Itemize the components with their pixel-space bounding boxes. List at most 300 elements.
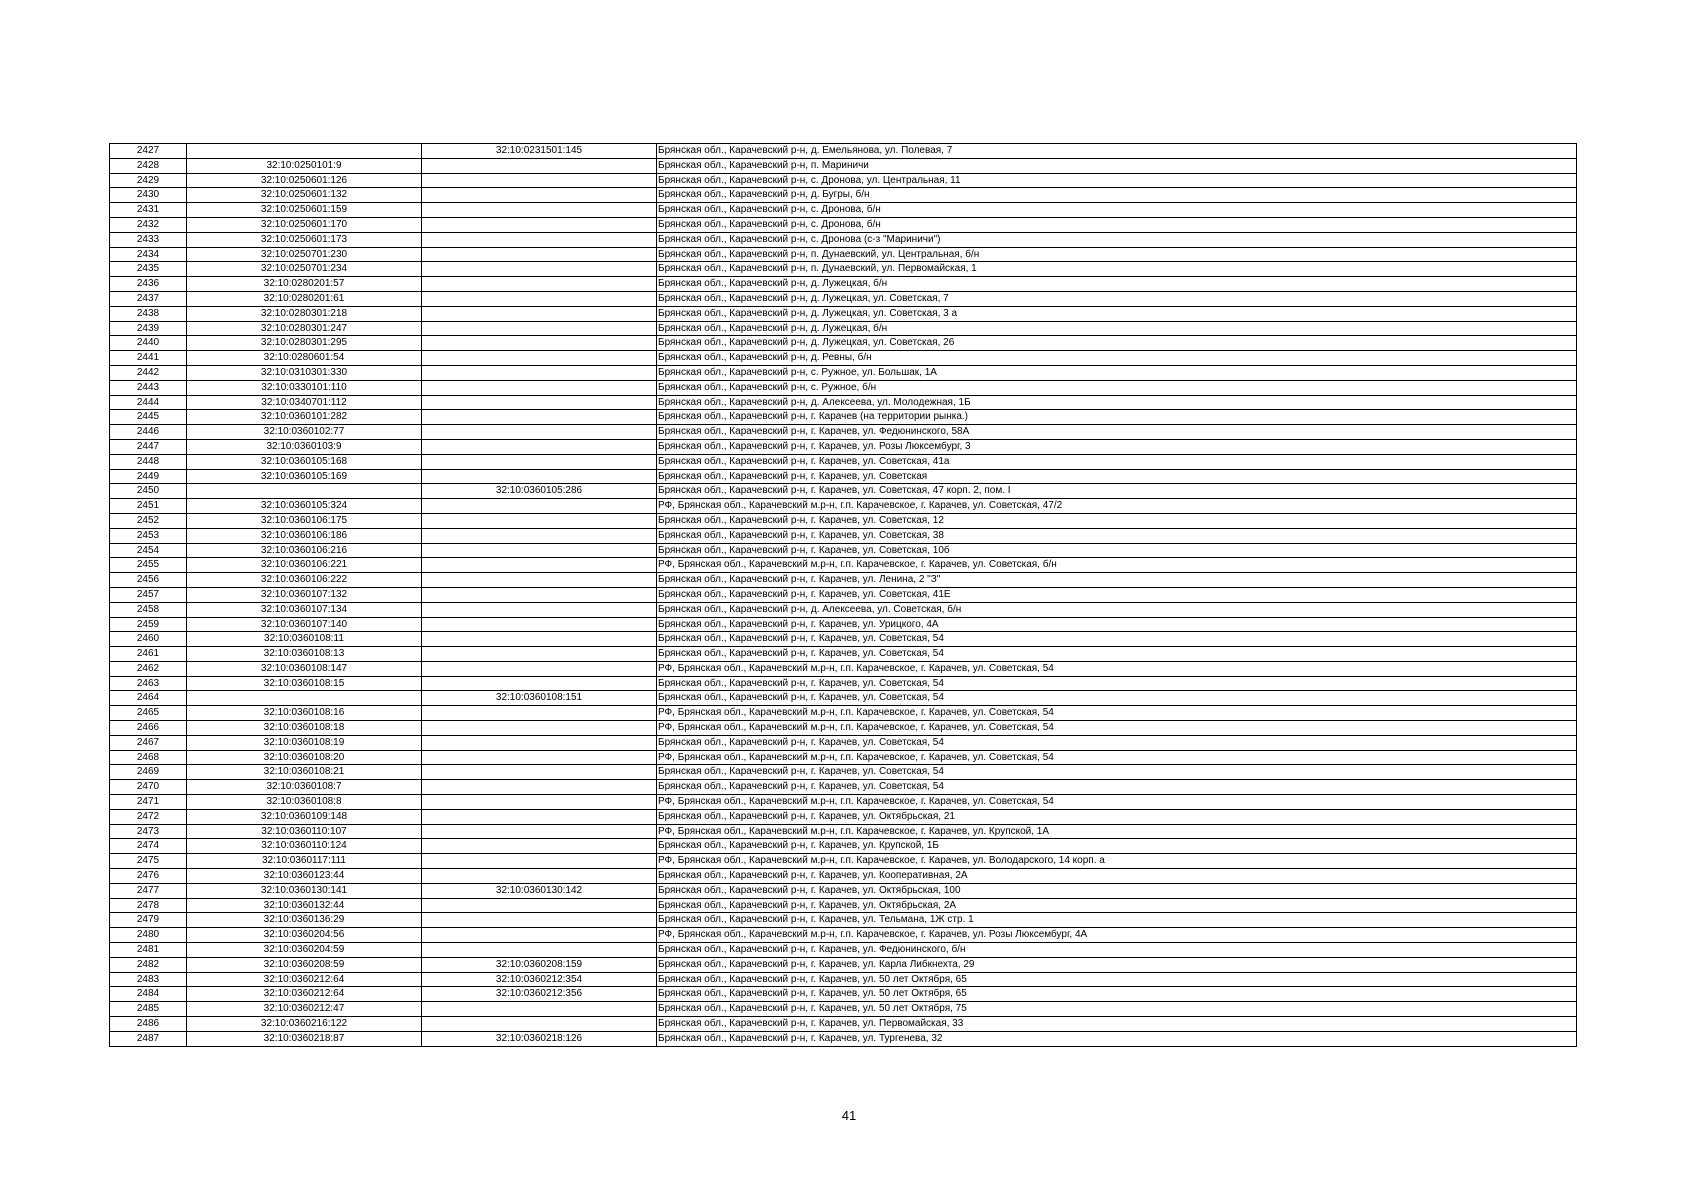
table-row <box>110 824 1577 839</box>
address-cell: Брянская обл., Карачевский р-н, г. Карачев (на территории рынка.) <box>657 410 1577 425</box>
building-cadastral-number-cell <box>422 617 657 632</box>
address-cell: Брянская обл., Карачевский р-н, п. Мариничи <box>657 158 1577 173</box>
address-cell: Брянская обл., Карачевский р-н, д. Лужецкая, ул. Советская, 26 <box>657 336 1577 351</box>
row-number-cell: 2461 <box>110 647 187 662</box>
land-plot-cadastral-number-cell: 32:10:0360132:44 <box>187 898 422 913</box>
land-plot-cadastral-number-cell: 32:10:0250601:170 <box>187 217 422 232</box>
table-row <box>110 795 1577 810</box>
row-number-cell: 2438 <box>110 306 187 321</box>
table-row <box>110 395 1577 410</box>
row-number-cell: 2482 <box>110 957 187 972</box>
row-number-cell: 2445 <box>110 410 187 425</box>
land-plot-cadastral-number-cell: 32:10:0280601:54 <box>187 351 422 366</box>
table-row <box>110 262 1577 277</box>
table-row <box>110 528 1577 543</box>
table-row <box>110 558 1577 573</box>
building-cadastral-number-cell <box>422 1017 657 1032</box>
table-row <box>110 721 1577 736</box>
table-row <box>110 587 1577 602</box>
address-cell: Брянская обл., Карачевский р-н, д. Лужецкая, ул. Советская, 3 а <box>657 306 1577 321</box>
land-plot-cadastral-number-cell: 32:10:0360108:19 <box>187 735 422 750</box>
building-cadastral-number-cell <box>422 410 657 425</box>
land-plot-cadastral-number-cell: 32:10:0360108:8 <box>187 795 422 810</box>
land-plot-cadastral-number-cell: 32:10:0360212:64 <box>187 972 422 987</box>
address-cell: Брянская обл., Карачевский р-н, г. Карачев, ул. Первомайская, 33 <box>657 1017 1577 1032</box>
address-cell: Брянская обл., Карачевский р-н, с. Дронова, ул. Центральная, 11 <box>657 173 1577 188</box>
table-row <box>110 869 1577 884</box>
land-plot-cadastral-number-cell: 32:10:0360105:168 <box>187 454 422 469</box>
building-cadastral-number-cell <box>422 528 657 543</box>
land-plot-cadastral-number-cell: 32:10:0360108:16 <box>187 706 422 721</box>
row-number-cell: 2430 <box>110 188 187 203</box>
table-row <box>110 439 1577 454</box>
land-plot-cadastral-number-cell: 32:10:0360108:18 <box>187 721 422 736</box>
row-number-cell: 2478 <box>110 898 187 913</box>
building-cadastral-number-cell <box>422 854 657 869</box>
address-cell: РФ, Брянская обл., Карачевский м.р-н, г.п. Карачевское, г. Карачев, ул. Розы Люксембург, 4А <box>657 928 1577 943</box>
row-number-cell: 2462 <box>110 661 187 676</box>
building-cadastral-number-cell <box>422 336 657 351</box>
address-cell: Брянская обл., Карачевский р-н, с. Дронова (с-з "Мариничи") <box>657 232 1577 247</box>
table-row <box>110 217 1577 232</box>
building-cadastral-number-cell <box>422 247 657 262</box>
address-cell: РФ, Брянская обл., Карачевский м.р-н, г.п. Карачевское, г. Карачев, ул. Советская, 54 <box>657 750 1577 765</box>
address-cell: Брянская обл., Карачевский р-н, г. Карачев, ул. 50 лет Октября, 75 <box>657 1002 1577 1017</box>
table-row <box>110 750 1577 765</box>
table-row <box>110 780 1577 795</box>
building-cadastral-number-cell <box>422 928 657 943</box>
building-cadastral-number-cell <box>422 203 657 218</box>
building-cadastral-number-cell: 32:10:0360130:142 <box>422 883 657 898</box>
table-row <box>110 380 1577 395</box>
table-row <box>110 336 1577 351</box>
table-row <box>110 173 1577 188</box>
building-cadastral-number-cell <box>422 351 657 366</box>
address-cell: РФ, Брянская обл., Карачевский м.р-н, г.п. Карачевское, г. Карачев, ул. Советская, 47/2 <box>657 499 1577 514</box>
row-number-cell: 2455 <box>110 558 187 573</box>
table-row <box>110 987 1577 1002</box>
address-cell: Брянская обл., Карачевский р-н, г. Карачев, ул. Карла Либкнехта, 29 <box>657 957 1577 972</box>
row-number-cell: 2468 <box>110 750 187 765</box>
building-cadastral-number-cell <box>422 706 657 721</box>
address-cell: Брянская обл., Карачевский р-н, г. Карачев, ул. Советская, 54 <box>657 735 1577 750</box>
address-cell: РФ, Брянская обл., Карачевский м.р-н, г.п. Карачевское, г. Карачев, ул. Володарского, 14 корп. а <box>657 854 1577 869</box>
land-plot-cadastral-number-cell: 32:10:0360107:140 <box>187 617 422 632</box>
building-cadastral-number-cell: 32:10:0360108:151 <box>422 691 657 706</box>
land-plot-cadastral-number-cell: 32:10:0360218:87 <box>187 1031 422 1046</box>
address-cell: Брянская обл., Карачевский р-н, с. Ружное, б/н <box>657 380 1577 395</box>
row-number-cell: 2446 <box>110 425 187 440</box>
address-cell: Брянская обл., Карачевский р-н, г. Карачев, ул. Советская, 54 <box>657 765 1577 780</box>
row-number-cell: 2440 <box>110 336 187 351</box>
row-number-cell: 2447 <box>110 439 187 454</box>
building-cadastral-number-cell: 32:10:0360218:126 <box>422 1031 657 1046</box>
land-plot-cadastral-number-cell: 32:10:0250701:230 <box>187 247 422 262</box>
land-plot-cadastral-number-cell <box>187 484 422 499</box>
land-plot-cadastral-number-cell <box>187 691 422 706</box>
row-number-cell: 2439 <box>110 321 187 336</box>
land-plot-cadastral-number-cell: 32:10:0360108:11 <box>187 632 422 647</box>
table-row <box>110 661 1577 676</box>
row-number-cell: 2479 <box>110 913 187 928</box>
land-plot-cadastral-number-cell: 32:10:0360212:64 <box>187 987 422 1002</box>
address-cell: Брянская обл., Карачевский р-н, г. Карачев, ул. Федюнинского, 58А <box>657 425 1577 440</box>
row-number-cell: 2469 <box>110 765 187 780</box>
land-plot-cadastral-number-cell: 32:10:0360110:107 <box>187 824 422 839</box>
table-row <box>110 454 1577 469</box>
land-plot-cadastral-number-cell: 32:10:0360108:13 <box>187 647 422 662</box>
building-cadastral-number-cell <box>422 602 657 617</box>
table-row <box>110 647 1577 662</box>
table-row <box>110 158 1577 173</box>
building-cadastral-number-cell <box>422 750 657 765</box>
address-cell: Брянская обл., Карачевский р-н, г. Карачев, ул. Советская, 54 <box>657 647 1577 662</box>
land-plot-cadastral-number-cell: 32:10:0310301:330 <box>187 365 422 380</box>
row-number-cell: 2476 <box>110 869 187 884</box>
building-cadastral-number-cell <box>422 943 657 958</box>
building-cadastral-number-cell <box>422 558 657 573</box>
row-number-cell: 2431 <box>110 203 187 218</box>
row-number-cell: 2450 <box>110 484 187 499</box>
table-row <box>110 765 1577 780</box>
address-cell: Брянская обл., Карачевский р-н, г. Карачев, ул. Октябрьская, 100 <box>657 883 1577 898</box>
address-cell: Брянская обл., Карачевский р-н, д. Алексеева, ул. Молодежная, 1Б <box>657 395 1577 410</box>
table-row <box>110 691 1577 706</box>
address-cell: Брянская обл., Карачевский р-н, д. Ревны, б/н <box>657 351 1577 366</box>
table-row <box>110 1031 1577 1046</box>
land-plot-cadastral-number-cell: 32:10:0360106:222 <box>187 573 422 588</box>
table-row <box>110 957 1577 972</box>
building-cadastral-number-cell: 32:10:0360212:354 <box>422 972 657 987</box>
address-cell: Брянская обл., Карачевский р-н, г. Карачев, ул. Ленина, 2 "З" <box>657 573 1577 588</box>
row-number-cell: 2436 <box>110 277 187 292</box>
building-cadastral-number-cell <box>422 1002 657 1017</box>
property-registry-table <box>109 143 1577 1047</box>
land-plot-cadastral-number-cell: 32:10:0250601:126 <box>187 173 422 188</box>
table-row <box>110 1002 1577 1017</box>
address-cell: РФ, Брянская обл., Карачевский м.р-н, г.п. Карачевское, г. Карачев, ул. Советская, б/н <box>657 558 1577 573</box>
table-row <box>110 277 1577 292</box>
land-plot-cadastral-number-cell: 32:10:0360216:122 <box>187 1017 422 1032</box>
building-cadastral-number-cell <box>422 454 657 469</box>
building-cadastral-number-cell <box>422 869 657 884</box>
land-plot-cadastral-number-cell: 32:10:0280301:218 <box>187 306 422 321</box>
building-cadastral-number-cell <box>422 306 657 321</box>
address-cell: РФ, Брянская обл., Карачевский м.р-н, г.п. Карачевское, г. Карачев, ул. Крупской, 1А <box>657 824 1577 839</box>
address-cell: Брянская обл., Карачевский р-н, г. Карачев, ул. Федюнинского, б/н <box>657 943 1577 958</box>
building-cadastral-number-cell <box>422 721 657 736</box>
row-number-cell: 2451 <box>110 499 187 514</box>
address-cell: Брянская обл., Карачевский р-н, с. Дронова, б/н <box>657 203 1577 218</box>
table-row <box>110 513 1577 528</box>
address-cell: Брянская обл., Карачевский р-н, г. Карачев, ул. Тельмана, 1Ж стр. 1 <box>657 913 1577 928</box>
table-row <box>110 306 1577 321</box>
row-number-cell: 2442 <box>110 365 187 380</box>
table-row <box>110 617 1577 632</box>
land-plot-cadastral-number-cell: 32:10:0330101:110 <box>187 380 422 395</box>
building-cadastral-number-cell: 32:10:0231501:145 <box>422 144 657 159</box>
land-plot-cadastral-number-cell: 32:10:0360106:175 <box>187 513 422 528</box>
table-row <box>110 232 1577 247</box>
address-cell: Брянская обл., Карачевский р-н, д. Алексеева, ул. Советская, б/н <box>657 602 1577 617</box>
address-cell: Брянская обл., Карачевский р-н, г. Карачев, ул. Крупской, 1Б <box>657 839 1577 854</box>
row-number-cell: 2458 <box>110 602 187 617</box>
building-cadastral-number-cell <box>422 898 657 913</box>
row-number-cell: 2477 <box>110 883 187 898</box>
table-row <box>110 735 1577 750</box>
table-row <box>110 144 1577 159</box>
row-number-cell: 2427 <box>110 144 187 159</box>
table-row <box>110 188 1577 203</box>
land-plot-cadastral-number-cell: 32:10:0360108:147 <box>187 661 422 676</box>
building-cadastral-number-cell <box>422 824 657 839</box>
row-number-cell: 2475 <box>110 854 187 869</box>
row-number-cell: 2460 <box>110 632 187 647</box>
page-number: 41 <box>841 1108 857 1123</box>
building-cadastral-number-cell <box>422 765 657 780</box>
table-row <box>110 543 1577 558</box>
table-row <box>110 365 1577 380</box>
table-row <box>110 425 1577 440</box>
address-cell: РФ, Брянская обл., Карачевский м.р-н, г.п. Карачевское, г. Карачев, ул. Советская, 54 <box>657 661 1577 676</box>
table-row <box>110 809 1577 824</box>
address-cell: Брянская обл., Карачевский р-н, д. Лужецкая, б/н <box>657 277 1577 292</box>
building-cadastral-number-cell <box>422 380 657 395</box>
land-plot-cadastral-number-cell: 32:10:0250701:234 <box>187 262 422 277</box>
row-number-cell: 2437 <box>110 291 187 306</box>
table-row <box>110 469 1577 484</box>
address-cell: Брянская обл., Карачевский р-н, г. Карачев, ул. Урицкого, 4А <box>657 617 1577 632</box>
building-cadastral-number-cell: 32:10:0360208:159 <box>422 957 657 972</box>
land-plot-cadastral-number-cell: 32:10:0360106:216 <box>187 543 422 558</box>
building-cadastral-number-cell: 32:10:0360212:356 <box>422 987 657 1002</box>
row-number-cell: 2471 <box>110 795 187 810</box>
land-plot-cadastral-number-cell: 32:10:0250601:132 <box>187 188 422 203</box>
row-number-cell: 2480 <box>110 928 187 943</box>
building-cadastral-number-cell <box>422 513 657 528</box>
building-cadastral-number-cell <box>422 439 657 454</box>
table-row <box>110 351 1577 366</box>
building-cadastral-number-cell <box>422 632 657 647</box>
land-plot-cadastral-number-cell: 32:10:0360105:324 <box>187 499 422 514</box>
row-number-cell: 2435 <box>110 262 187 277</box>
address-cell: Брянская обл., Карачевский р-н, г. Карачев, ул. Кооперативная, 2А <box>657 869 1577 884</box>
row-number-cell: 2484 <box>110 987 187 1002</box>
address-cell: Брянская обл., Карачевский р-н, г. Карачев, ул. 50 лет Октября, 65 <box>657 987 1577 1002</box>
address-cell: Брянская обл., Карачевский р-н, п. Дунаевский, ул. Первомайская, 1 <box>657 262 1577 277</box>
address-cell: Брянская обл., Карачевский р-н, г. Карачев, ул. Советская, 54 <box>657 691 1577 706</box>
address-cell: Брянская обл., Карачевский р-н, г. Карачев, ул. Октябрьская, 21 <box>657 809 1577 824</box>
table-row <box>110 602 1577 617</box>
land-plot-cadastral-number-cell: 32:10:0360208:59 <box>187 957 422 972</box>
building-cadastral-number-cell <box>422 277 657 292</box>
building-cadastral-number-cell <box>422 839 657 854</box>
address-cell: Брянская обл., Карачевский р-н, г. Карачев, ул. Советская, 47 корп. 2, пом. I <box>657 484 1577 499</box>
table-row <box>110 1017 1577 1032</box>
land-plot-cadastral-number-cell: 32:10:0250601:173 <box>187 232 422 247</box>
land-plot-cadastral-number-cell: 32:10:0360108:20 <box>187 750 422 765</box>
row-number-cell: 2465 <box>110 706 187 721</box>
land-plot-cadastral-number-cell: 32:10:0360110:124 <box>187 839 422 854</box>
address-cell: Брянская обл., Карачевский р-н, д. Лужецкая, ул. Советская, 7 <box>657 291 1577 306</box>
table-row <box>110 943 1577 958</box>
building-cadastral-number-cell <box>422 573 657 588</box>
table-row <box>110 913 1577 928</box>
land-plot-cadastral-number-cell: 32:10:0360101:282 <box>187 410 422 425</box>
table-row <box>110 883 1577 898</box>
table-row <box>110 247 1577 262</box>
land-plot-cadastral-number-cell: 32:10:0340701:112 <box>187 395 422 410</box>
address-cell: Брянская обл., Карачевский р-н, г. Карачев, ул. Советская, 54 <box>657 632 1577 647</box>
table-row <box>110 484 1577 499</box>
land-plot-cadastral-number-cell: 32:10:0250601:159 <box>187 203 422 218</box>
land-plot-cadastral-number-cell: 32:10:0360105:169 <box>187 469 422 484</box>
land-plot-cadastral-number-cell: 32:10:0360212:47 <box>187 1002 422 1017</box>
table-row <box>110 632 1577 647</box>
address-cell: Брянская обл., Карачевский р-н, г. Карачев, ул. Октябрьская, 2А <box>657 898 1577 913</box>
land-plot-cadastral-number-cell: 32:10:0360102:77 <box>187 425 422 440</box>
building-cadastral-number-cell <box>422 188 657 203</box>
row-number-cell: 2459 <box>110 617 187 632</box>
registry-table-body <box>110 144 1577 1047</box>
row-number-cell: 2467 <box>110 735 187 750</box>
row-number-cell: 2483 <box>110 972 187 987</box>
address-cell: Брянская обл., Карачевский р-н, г. Карачев, ул. Розы Люксембург, 3 <box>657 439 1577 454</box>
land-plot-cadastral-number-cell: 32:10:0360123:44 <box>187 869 422 884</box>
building-cadastral-number-cell <box>422 469 657 484</box>
address-cell: Брянская обл., Карачевский р-н, г. Карачев, ул. Советская <box>657 469 1577 484</box>
land-plot-cadastral-number-cell: 32:10:0280301:295 <box>187 336 422 351</box>
row-number-cell: 2481 <box>110 943 187 958</box>
table-row <box>110 203 1577 218</box>
address-cell: Брянская обл., Карачевский р-н, г. Карачев, ул. Советская, 41а <box>657 454 1577 469</box>
table-row <box>110 839 1577 854</box>
building-cadastral-number-cell <box>422 232 657 247</box>
row-number-cell: 2443 <box>110 380 187 395</box>
row-number-cell: 2487 <box>110 1031 187 1046</box>
building-cadastral-number-cell <box>422 647 657 662</box>
row-number-cell: 2429 <box>110 173 187 188</box>
address-cell: РФ, Брянская обл., Карачевский м.р-н, г.п. Карачевское, г. Карачев, ул. Советская, 54 <box>657 795 1577 810</box>
address-cell: Брянская обл., Карачевский р-н, г. Карачев, ул. Советская, 54 <box>657 676 1577 691</box>
row-number-cell: 2433 <box>110 232 187 247</box>
land-plot-cadastral-number-cell: 32:10:0360136:29 <box>187 913 422 928</box>
building-cadastral-number-cell <box>422 661 657 676</box>
row-number-cell: 2432 <box>110 217 187 232</box>
building-cadastral-number-cell <box>422 365 657 380</box>
land-plot-cadastral-number-cell: 32:10:0360204:59 <box>187 943 422 958</box>
address-cell: Брянская обл., Карачевский р-н, г. Карачев, ул. Советская, 41Е <box>657 587 1577 602</box>
row-number-cell: 2448 <box>110 454 187 469</box>
building-cadastral-number-cell <box>422 543 657 558</box>
building-cadastral-number-cell <box>422 809 657 824</box>
row-number-cell: 2485 <box>110 1002 187 1017</box>
row-number-cell: 2441 <box>110 351 187 366</box>
building-cadastral-number-cell <box>422 587 657 602</box>
address-cell: Брянская обл., Карачевский р-н, п. Дунаевский, ул. Центральная, б/н <box>657 247 1577 262</box>
address-cell: Брянская обл., Карачевский р-н, г. Карачев, ул. Советская, 38 <box>657 528 1577 543</box>
table-row <box>110 410 1577 425</box>
table-row <box>110 573 1577 588</box>
building-cadastral-number-cell <box>422 913 657 928</box>
land-plot-cadastral-number-cell: 32:10:0360109:148 <box>187 809 422 824</box>
land-plot-cadastral-number-cell: 32:10:0360204:56 <box>187 928 422 943</box>
building-cadastral-number-cell <box>422 676 657 691</box>
building-cadastral-number-cell <box>422 780 657 795</box>
table-row <box>110 854 1577 869</box>
land-plot-cadastral-number-cell <box>187 144 422 159</box>
address-cell: Брянская обл., Карачевский р-н, с. Дронова, б/н <box>657 217 1577 232</box>
address-cell: РФ, Брянская обл., Карачевский м.р-н, г.п. Карачевское, г. Карачев, ул. Советская, 54 <box>657 706 1577 721</box>
land-plot-cadastral-number-cell: 32:10:0250101:9 <box>187 158 422 173</box>
row-number-cell: 2486 <box>110 1017 187 1032</box>
building-cadastral-number-cell <box>422 217 657 232</box>
address-cell: Брянская обл., Карачевский р-н, г. Карачев, ул. Тургенева, 32 <box>657 1031 1577 1046</box>
building-cadastral-number-cell <box>422 499 657 514</box>
row-number-cell: 2466 <box>110 721 187 736</box>
row-number-cell: 2457 <box>110 587 187 602</box>
table-row <box>110 291 1577 306</box>
building-cadastral-number-cell <box>422 425 657 440</box>
row-number-cell: 2472 <box>110 809 187 824</box>
land-plot-cadastral-number-cell: 32:10:0280201:61 <box>187 291 422 306</box>
land-plot-cadastral-number-cell: 32:10:0360108:7 <box>187 780 422 795</box>
land-plot-cadastral-number-cell: 32:10:0360108:21 <box>187 765 422 780</box>
building-cadastral-number-cell: 32:10:0360105:286 <box>422 484 657 499</box>
row-number-cell: 2464 <box>110 691 187 706</box>
building-cadastral-number-cell <box>422 291 657 306</box>
address-cell: Брянская обл., Карачевский р-н, г. Карачев, ул. Советская, 54 <box>657 780 1577 795</box>
row-number-cell: 2463 <box>110 676 187 691</box>
building-cadastral-number-cell <box>422 395 657 410</box>
land-plot-cadastral-number-cell: 32:10:0280301:247 <box>187 321 422 336</box>
table-row <box>110 706 1577 721</box>
land-plot-cadastral-number-cell: 32:10:0360130:141 <box>187 883 422 898</box>
address-cell: Брянская обл., Карачевский р-н, д. Емельянова, ул. Полевая, 7 <box>657 144 1577 159</box>
land-plot-cadastral-number-cell: 32:10:0360103:9 <box>187 439 422 454</box>
table-row <box>110 676 1577 691</box>
row-number-cell: 2474 <box>110 839 187 854</box>
table-row <box>110 499 1577 514</box>
building-cadastral-number-cell <box>422 321 657 336</box>
building-cadastral-number-cell <box>422 262 657 277</box>
table-row <box>110 321 1577 336</box>
land-plot-cadastral-number-cell: 32:10:0360117:111 <box>187 854 422 869</box>
building-cadastral-number-cell <box>422 735 657 750</box>
row-number-cell: 2456 <box>110 573 187 588</box>
address-cell: Брянская обл., Карачевский р-н, д. Лужецкая, б/н <box>657 321 1577 336</box>
row-number-cell: 2444 <box>110 395 187 410</box>
address-cell: Брянская обл., Карачевский р-н, г. Карачев, ул. Советская, 12 <box>657 513 1577 528</box>
land-plot-cadastral-number-cell: 32:10:0280201:57 <box>187 277 422 292</box>
table-row <box>110 928 1577 943</box>
address-cell: РФ, Брянская обл., Карачевский м.р-н, г.п. Карачевское, г. Карачев, ул. Советская, 54 <box>657 721 1577 736</box>
land-plot-cadastral-number-cell: 32:10:0360106:186 <box>187 528 422 543</box>
address-cell: Брянская обл., Карачевский р-н, г. Карачев, ул. Советская, 10б <box>657 543 1577 558</box>
row-number-cell: 2452 <box>110 513 187 528</box>
land-plot-cadastral-number-cell: 32:10:0360107:132 <box>187 587 422 602</box>
table-row <box>110 898 1577 913</box>
address-cell: Брянская обл., Карачевский р-н, с. Ружное, ул. Большак, 1А <box>657 365 1577 380</box>
land-plot-cadastral-number-cell: 32:10:0360107:134 <box>187 602 422 617</box>
row-number-cell: 2473 <box>110 824 187 839</box>
row-number-cell: 2428 <box>110 158 187 173</box>
table-row <box>110 972 1577 987</box>
row-number-cell: 2449 <box>110 469 187 484</box>
row-number-cell: 2453 <box>110 528 187 543</box>
row-number-cell: 2434 <box>110 247 187 262</box>
land-plot-cadastral-number-cell: 32:10:0360108:15 <box>187 676 422 691</box>
